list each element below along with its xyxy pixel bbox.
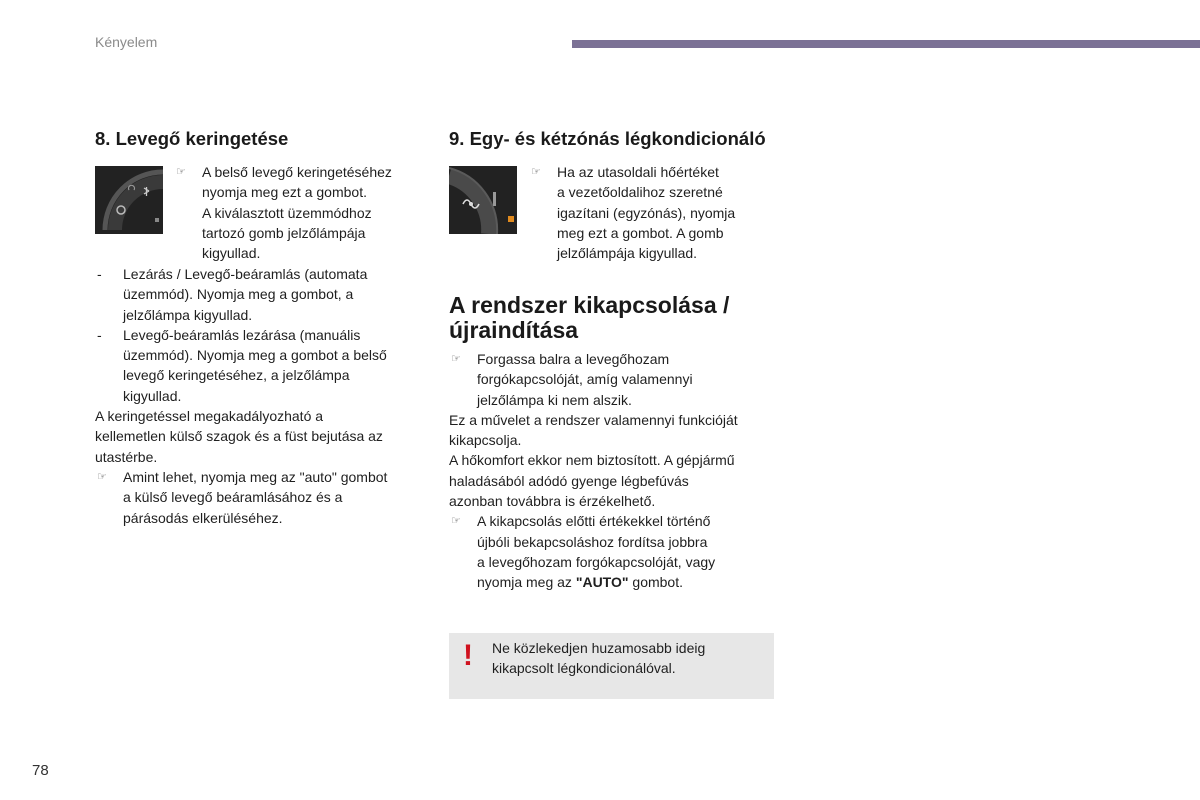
text-line: utastérbe.: [95, 448, 158, 465]
text-line: tartozó gomb jelzőlámpája: [202, 224, 366, 241]
warning-note: [449, 633, 774, 699]
text-line: a külső levegő beáramlásához és a: [123, 489, 343, 506]
section-header-label: Kényelem: [95, 34, 158, 50]
paragraph: [449, 450, 789, 511]
shutdown-body: [449, 349, 789, 593]
text-line: jelzőlámpája kigyullad.: [557, 245, 698, 262]
dash-item-auto: [95, 264, 430, 325]
text-line: Ha az utasoldali hőértéket: [557, 164, 719, 180]
text-line: nyomja meg ezt a gombot.: [202, 184, 367, 201]
text-line: Levegő-beáramlás lezárása (manuális: [123, 326, 361, 343]
text-line: azonban továbbra is érzékelhető.: [449, 493, 656, 510]
text-line: Amint lehet, nyomja meg az "auto" gombot: [123, 468, 388, 485]
text-line: A belső levegő keringetéséhez: [202, 164, 392, 180]
text-line: A keringetéssel megakadályozható a: [95, 408, 324, 425]
bullet-item: [449, 349, 789, 410]
text-line: Ne közlekedjen huzamosabb ideig: [492, 640, 706, 656]
section8-body: [95, 264, 430, 528]
dash-item-manual: [95, 325, 430, 406]
text-line: üzemmód). Nyomja meg a gombot, a: [123, 286, 354, 303]
hand-pointer-icon: ☞: [97, 470, 107, 483]
text-line: haladásából adódó gyenge légbefúvás: [449, 472, 689, 489]
section9-title: 9. Egy- és kétzónás légkondicionáló: [449, 128, 766, 149]
text-line: A kiválasztott üzemmódhoz: [202, 204, 372, 221]
text-line: újbóli bekapcsoláshoz fordítsa jobbra: [477, 533, 708, 550]
hand-pointer-icon: ☞: [451, 353, 461, 365]
shutdown-title: A rendszer kikapcsolása / újraindítása: [449, 292, 730, 343]
text-line: A hőkomfort ekkor nem biztosított. A gépjármű: [449, 452, 735, 469]
hand-pointer-icon: ☞: [176, 166, 186, 178]
mono-zone-button-photo-icon: [449, 166, 517, 234]
bullet-item: [449, 511, 789, 592]
text-line: a levegőhozam forgókapcsolóját, vagy: [477, 553, 716, 570]
dash-marker: -: [97, 266, 102, 282]
text-line: igazítani (egyzónás), nyomja: [557, 204, 736, 221]
text-line: üzemmód). Nyomja meg a gombot a belső: [123, 347, 387, 364]
recirculation-button-photo-icon: [95, 166, 163, 234]
text-line: párásodás elkerüléséhez.: [123, 509, 283, 526]
text-line: Ez a művelet a rendszer valamennyi funkcióját: [449, 411, 738, 428]
auto-label: "AUTO": [575, 574, 629, 591]
warning-text: [492, 638, 762, 679]
text-line: gombot.: [628, 574, 683, 591]
text-line: a vezetőoldalihoz szeretné: [557, 184, 723, 201]
text-line: Lezárás / Levegő-beáramlás (automata: [123, 266, 368, 282]
text-line: Forgassa balra a levegőhozam: [477, 351, 670, 367]
text-line: jelzőlámpa kigyullad.: [123, 306, 253, 323]
text-line: forgókapcsolóját, amíg valamennyi: [477, 371, 693, 388]
text-line: kellemetlen külső szagok és a füst bejutása az: [95, 428, 383, 445]
section8-intro: [174, 162, 424, 263]
warning-exclamation-icon: !: [463, 639, 473, 672]
text-line: kigyullad.: [202, 245, 261, 262]
bullet-item: [95, 467, 430, 528]
hand-pointer-icon: ☞: [451, 515, 461, 528]
bullet-item: [174, 162, 424, 263]
page-number: 78: [32, 762, 49, 779]
section9-intro: [529, 162, 779, 263]
text-line: kigyullad.: [123, 387, 182, 404]
text-line: kikapcsolt légkondicionálóval.: [492, 660, 676, 677]
text-line: A kikapcsolás előtti értékekkel történő: [477, 513, 711, 530]
hand-pointer-icon: ☞: [531, 166, 541, 178]
text-line: meg ezt a gombot. A gomb: [557, 224, 724, 241]
paragraph: [449, 410, 789, 451]
header-accent-bar: [572, 40, 1200, 48]
bullet-item: [529, 162, 779, 263]
paragraph: [95, 406, 430, 467]
dash-marker: -: [97, 326, 102, 343]
text-line: nyomja meg az: [477, 574, 576, 591]
text-line: levegő keringetéséhez, a jelzőlámpa: [123, 367, 350, 384]
text-line: jelzőlámpa ki nem alszik.: [477, 391, 632, 408]
text-line: kikapcsolja.: [449, 432, 522, 449]
section8-title: 8. Levegő keringetése: [95, 128, 289, 149]
